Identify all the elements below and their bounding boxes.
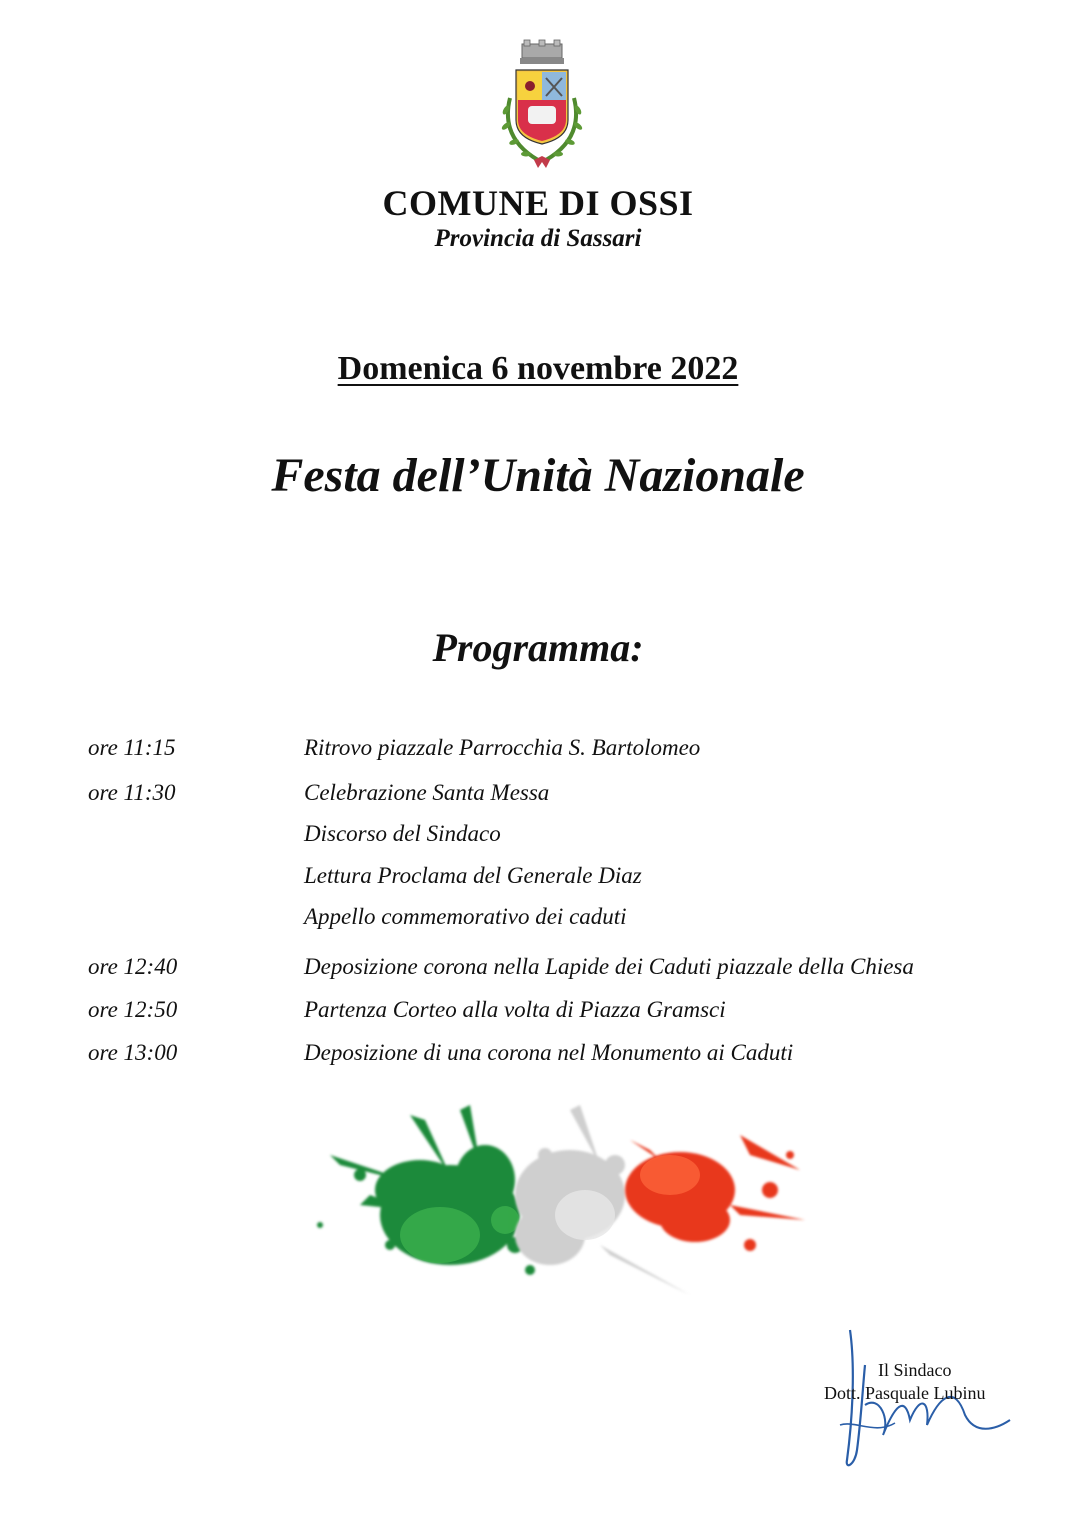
page-subtitle: Provincia di Sassari [434, 225, 642, 252]
schedule-row [0, 904, 1076, 934]
schedule-row [0, 780, 1076, 810]
schedule-row [0, 997, 1076, 1027]
coat-of-arms-icon [494, 38, 590, 178]
schedule-activity: Discorso del Sindaco [304, 821, 501, 846]
signature-role: Il Sindaco [878, 1360, 952, 1380]
schedule-row [0, 735, 1076, 765]
schedule-time: ore 11:30 [88, 780, 176, 805]
schedule-time: ore 12:40 [88, 954, 178, 979]
schedule-activity: Celebrazione Santa Messa [304, 780, 550, 805]
schedule-activity: Deposizione di una corona nel Monumento ai Caduti [304, 1040, 794, 1065]
schedule-activity: Lettura Proclama del Generale Diaz [304, 863, 642, 888]
schedule-time: ore 12:50 [88, 997, 178, 1022]
event-date: Domenica 6 novembre 2022 [337, 350, 739, 387]
signature-name: Dott. Pasquale Lubinu [824, 1383, 986, 1403]
event-name: Festa dell’Unità Nazionale [271, 449, 805, 502]
tricolore-splash-icon [300, 1095, 810, 1295]
schedule-row [0, 1040, 1076, 1070]
program-heading: Programma: [432, 625, 644, 670]
schedule-time: ore 11:15 [88, 735, 176, 760]
schedule-activity: Appello commemorativo dei caduti [304, 904, 627, 929]
schedule-activity: Partenza Corteo alla volta di Piazza Gramsci [304, 997, 726, 1022]
schedule-activity: Deposizione corona nella Lapide dei Caduti piazzale della Chiesa [304, 954, 914, 979]
schedule-row [0, 954, 1076, 984]
schedule-activity: Ritrovo piazzale Parrocchia S. Bartolomeo [304, 735, 701, 760]
schedule-row [0, 863, 1076, 893]
schedule-row [0, 821, 1076, 851]
page-title: COMUNE DI OSSI [382, 183, 694, 223]
schedule-time: ore 13:00 [88, 1040, 178, 1065]
